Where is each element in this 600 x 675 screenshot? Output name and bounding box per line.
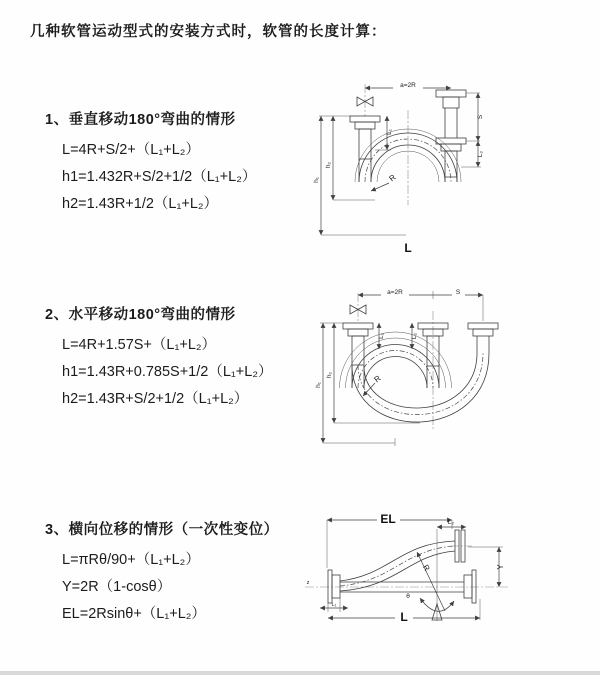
z-mark: z [306,580,310,586]
page-bottom-edge [0,671,600,675]
right-flange [464,570,476,603]
el-label: EL [380,512,396,526]
formula-line: L=πRθ/90+（L₁+L₂） [62,552,200,568]
radius-leader [417,552,445,611]
h1-label: h₁ [315,382,322,388]
h2-label: h₂ [326,371,333,379]
formula-line: L=4R+1.57S+（L₁+L₂） [62,337,217,353]
formula-line: h2=1.43R+S/2+1/2（L₁+L₂） [62,391,249,407]
radius-leader [371,173,398,191]
braid-section [359,129,371,159]
span-label: a=2R [400,82,416,89]
l1-label: L₁ [378,333,385,339]
span-dimension [365,81,451,89]
formula-line: h1=1.43R+0.785S+1/2（L₁+L₂） [62,364,273,380]
section-2-heading: 2、水平移动180°弯曲的情形 [45,307,236,323]
l1-label: L₁ [386,129,393,135]
l1-dimension [375,116,393,150]
l1-dimension [378,323,385,349]
length-label: L [400,610,408,624]
page-title: 几种软管运动型式的安装方式时，软管的长度计算： [30,24,387,40]
l2-dimension [411,323,418,349]
formula-line: h2=1.43R+1/2（L₁+L₂） [62,196,219,212]
l2-dimension [461,141,484,167]
y-dimension [468,547,505,587]
l2-label: L₂ [447,519,455,526]
span-label: a=2R [387,289,403,296]
section-3-heading: 3、横向位移的情形（一次性变位） [45,522,279,538]
formula-line: L=4R+S/2+（L₁+L₂） [62,142,200,158]
theta-angle [406,593,454,620]
l1-dimension [320,598,348,612]
hose-u-bend-position1 [340,332,452,446]
h1-label: h₁ [313,177,320,183]
r-label: R [387,172,398,184]
l2-label: L₂ [411,332,418,340]
left-flange [328,570,340,603]
y-label: Y [496,564,505,570]
r-label: R [420,563,432,573]
centerlines [358,293,433,431]
horizontal-bend-diagram [313,283,590,460]
theta-label: θ [406,593,410,600]
l-dimension [328,599,480,624]
lateral-displacement-diagram [300,503,590,653]
formula-line: h1=1.432R+S/2+1/2（L₁+L₂） [62,169,257,185]
span-dimension [358,288,483,321]
s-dimension [466,93,484,141]
l2-label: L₂ [477,150,484,158]
h2-label: h₂ [325,161,332,169]
right-pipe-flange [468,323,498,353]
centerline [305,546,508,587]
formula-line: EL=2Rsinθ+（L₁+L₂） [62,606,206,622]
section-vertical-move [45,108,335,218]
length-label: L [404,241,412,255]
s-label: S [455,289,461,296]
section-horizontal-move [45,303,335,413]
el-dimension [327,512,452,568]
vertical-bend-diagram [313,70,590,262]
displaced-hose-s-curve [340,541,455,591]
section-lateral-displacement [45,518,335,628]
l2-dimension [437,519,466,621]
s-label: S [477,114,484,120]
l1-label: L₁ [331,602,337,608]
r-label: R [372,373,383,385]
formula-line: Y=2R（1-cosθ） [62,579,172,595]
section-1-heading: 1、垂直移动180°弯曲的情形 [45,112,236,128]
left-pipe-flange [350,116,380,159]
hose-u-bend-position2 [352,353,489,422]
